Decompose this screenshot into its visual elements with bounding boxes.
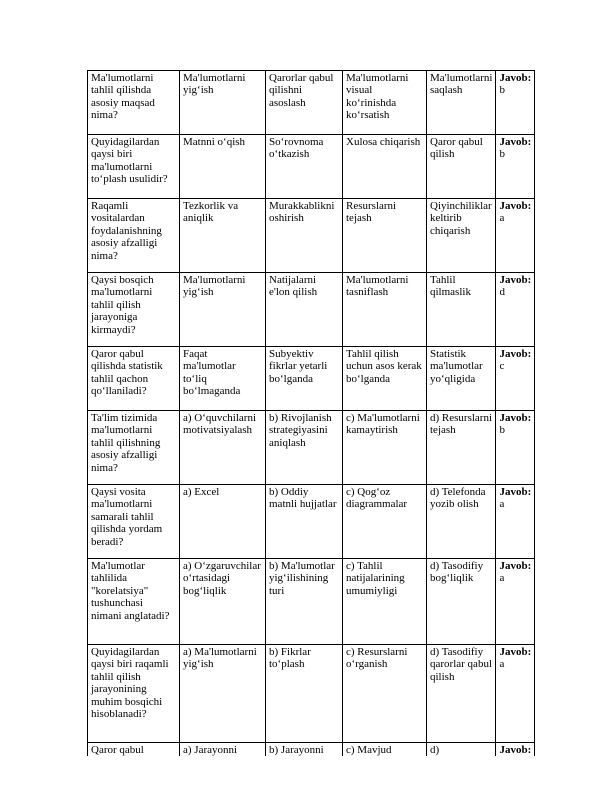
answer-value: b <box>499 424 505 437</box>
option-cell: Qiyinchiliklar keltirib chiqarish <box>427 199 496 273</box>
option-cell: Ma'lumotlarni yig‘ish <box>180 71 266 135</box>
question-row <box>88 743 535 757</box>
answer-cell <box>496 411 535 485</box>
question-cell: Qaror qabul <box>88 743 180 757</box>
option-cell: Faqat ma'lumotlar to‘liq bo‘lmaganda <box>180 347 266 411</box>
option-cell: c) Qog‘oz diagrammalar <box>343 485 427 559</box>
option-cell: Tezkorlik va aniqlik <box>180 199 266 273</box>
answer-label: Javob: <box>499 486 532 498</box>
answer-value: a <box>499 498 505 511</box>
question-cell: Qaysi bosqich ma'lumotlarni tahlil qilish jarayoniga kirmaydi? <box>88 273 180 347</box>
option-cell: d) <box>427 743 496 757</box>
answer-label: Javob: <box>499 274 532 286</box>
answer-cell <box>496 485 535 559</box>
question-row <box>88 485 535 559</box>
answer-value: a <box>499 572 505 585</box>
answer-value: a <box>499 658 505 671</box>
answer-cell <box>496 347 535 411</box>
option-cell: Natijalarni e'lon qilish <box>266 273 343 347</box>
option-cell: b) Oddiy matnli hujjatlar <box>266 485 343 559</box>
question-row <box>88 559 535 645</box>
option-cell: Subyektiv fikrlar yetarli bo‘lganda <box>266 347 343 411</box>
question-cell: Qaysi vosita ma'lumotlarni samarali tahlil qilishda yordam beradi? <box>88 485 180 559</box>
option-cell: b) Fikrlar to‘plash <box>266 645 343 743</box>
option-cell: Tahlil qilmaslik <box>427 273 496 347</box>
option-cell: c) Resurslarni o‘rganish <box>343 645 427 743</box>
option-cell: a) O‘quvchilarni motivatsiyalash <box>180 411 266 485</box>
option-cell: d) Telefonda yozib olish <box>427 485 496 559</box>
option-cell: Qaror qabul qilish <box>427 135 496 199</box>
answer-label: Javob: <box>499 744 532 756</box>
question-row <box>88 411 535 485</box>
question-row <box>88 645 535 743</box>
question-cell: Raqamli vositalardan foydalanishning asosiy afzalligi nima? <box>88 199 180 273</box>
option-cell: Matnni o‘qish <box>180 135 266 199</box>
option-cell: Ma'lumotlarni saqlash <box>427 71 496 135</box>
option-cell: a) Ma'lumotlarni yig‘ish <box>180 645 266 743</box>
option-cell: Ma'lumotlarni tasniflash <box>343 273 427 347</box>
option-cell: a) O‘zgaruvchilar o‘rtasidagi bog‘liqlik <box>180 559 266 645</box>
answer-value: c <box>499 360 505 373</box>
answer-cell <box>496 135 535 199</box>
answer-cell <box>496 71 535 135</box>
question-row <box>88 71 535 135</box>
answer-label: Javob: <box>499 200 532 212</box>
option-cell: d) Tasodifiy qarorlar qabul qilish <box>427 645 496 743</box>
answer-label: Javob: <box>499 136 532 148</box>
question-cell: Quyidagilardan qaysi biri raqamli tahlil qilish jarayonining muhim bosqichi hisoblanadi? <box>88 645 180 743</box>
quiz-table-body <box>88 71 535 757</box>
question-cell: Qaror qabul qilishda statistik tahlil qachon qo‘llaniladi? <box>88 347 180 411</box>
answer-value: a <box>499 212 505 225</box>
question-row <box>88 347 535 411</box>
option-cell: d) Resurslarni tejash <box>427 411 496 485</box>
option-cell: Resurslarni tejash <box>343 199 427 273</box>
quiz-table <box>87 70 535 756</box>
question-cell: Ta'lim tizimida ma'lumotlarni tahlil qilishning asosiy afzalligi nima? <box>88 411 180 485</box>
option-cell: b) Ma'lumotlar yig‘ilishining turi <box>266 559 343 645</box>
question-row <box>88 199 535 273</box>
option-cell: Statistik ma'lumotlar yo‘qligida <box>427 347 496 411</box>
answer-cell <box>496 273 535 347</box>
answer-cell <box>496 743 535 757</box>
answer-label: Javob: <box>499 560 532 572</box>
question-cell: Ma'lumotlarni tahlil qilishda asosiy maqsad nima? <box>88 71 180 135</box>
option-cell: c) Tahlil natijalarining umumiyligi <box>343 559 427 645</box>
option-cell: c) Mavjud <box>343 743 427 757</box>
answer-cell <box>496 199 535 273</box>
answer-value: b <box>499 84 505 97</box>
option-cell: c) Ma'lumotlarni kamaytirish <box>343 411 427 485</box>
option-cell: a) Excel <box>180 485 266 559</box>
answer-label: Javob: <box>499 348 532 360</box>
question-row <box>88 273 535 347</box>
option-cell: Qarorlar qabul qilishni asoslash <box>266 71 343 135</box>
answer-label: Javob: <box>499 646 532 658</box>
option-cell: a) Jarayonni <box>180 743 266 757</box>
option-cell: Tahlil qilish uchun asos kerak bo‘lganda <box>343 347 427 411</box>
option-cell: b) Jarayonni <box>266 743 343 757</box>
answer-cell <box>496 645 535 743</box>
option-cell: d) Tasodifiy bog‘liqlik <box>427 559 496 645</box>
answer-cell <box>496 559 535 645</box>
option-cell: Ma'lumotlarni visual ko‘rinishda ko‘rsatish <box>343 71 427 135</box>
question-cell: Ma'lumotlar tahlilida "korelatsiya" tushunchasi nimani anglatadi? <box>88 559 180 645</box>
question-row <box>88 135 535 199</box>
option-cell: Xulosa chiqarish <box>343 135 427 199</box>
answer-value: b <box>499 148 505 161</box>
answer-value: d <box>499 286 505 299</box>
option-cell: So‘rovnoma o‘tkazish <box>266 135 343 199</box>
answer-label: Javob: <box>499 72 532 84</box>
question-cell: Quyidagilardan qaysi biri ma'lumotlarni to‘plash usulidir? <box>88 135 180 199</box>
option-cell: Murakkablikni oshirish <box>266 199 343 273</box>
option-cell: Ma'lumotlarni yig‘ish <box>180 273 266 347</box>
option-cell: b) Rivojlanish strategiyasini aniqlash <box>266 411 343 485</box>
answer-label: Javob: <box>499 412 532 424</box>
